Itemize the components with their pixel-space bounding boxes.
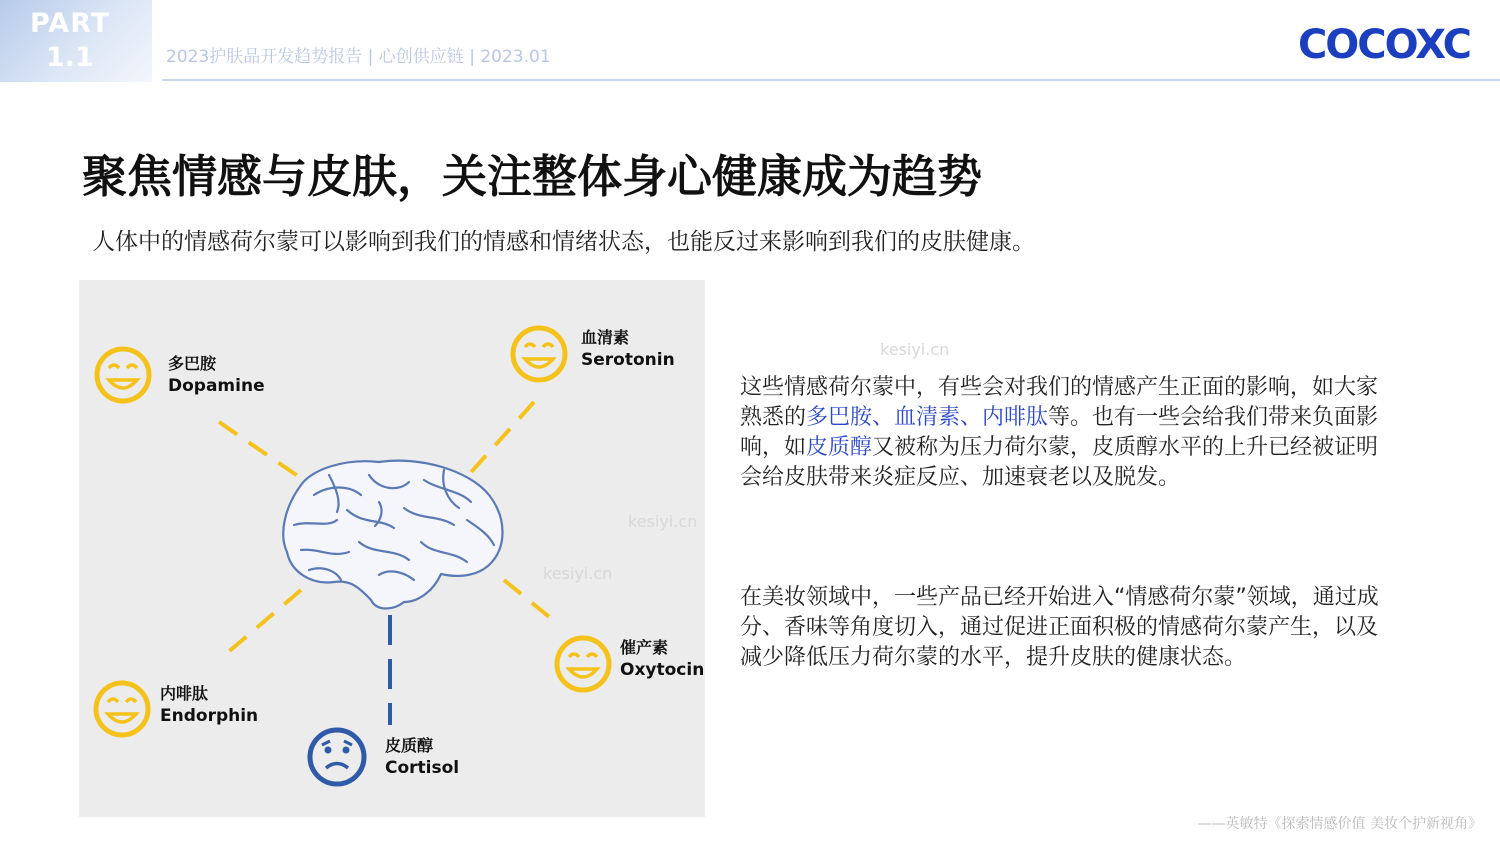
oxytocin-face-icon xyxy=(557,638,609,690)
dopamine-face-icon xyxy=(97,349,149,401)
endorphin-face-icon xyxy=(96,683,148,735)
part-number: 1.1 xyxy=(46,42,94,73)
hormone-label-serotonin: 血清素 Serotonin xyxy=(581,328,675,370)
hormone-label-cortisol: 皮质醇 Cortisol xyxy=(385,736,460,778)
hormone-label-endorphin: 内啡肽 Endorphin xyxy=(160,684,259,726)
paragraph-hormone-effects: 这些情感荷尔蒙中，有些会对我们的情感产生正面的影响，如大家熟悉的多巴胺、血清素、内啡肽等。也有一些会给我们带来负面影响，如皮质醇又被称为压力荷尔蒙，皮质醇水平的上升已经被证明会给皮肤带来炎症反应、加速衰老以及脱发。 xyxy=(740,375,1379,490)
serotonin-face-icon xyxy=(513,328,565,380)
brand-logo: COCOXC xyxy=(1297,22,1470,68)
line-serotonin xyxy=(464,402,534,480)
hormone-label-dopamine: 多巴胺 Dopamine xyxy=(168,354,265,396)
watermark: kesiyi.cn xyxy=(628,512,698,531)
watermark: kesiyi.cn xyxy=(543,564,613,583)
page-title: 聚焦情感与皮肤，关注整体身心健康成为趋势 xyxy=(82,150,983,203)
hormone-label-oxytocin: 催产素 Oxytocin xyxy=(620,638,705,680)
highlight-cortisol: 皮质醇 xyxy=(806,435,873,460)
header-divider xyxy=(162,79,1500,81)
part-label: PART xyxy=(30,8,111,39)
line-dopamine xyxy=(219,422,311,485)
highlight-positive-hormones: 多巴胺、血清素、内啡肽 xyxy=(806,405,1049,430)
paragraph-beauty-industry: 在美妆领域中，一些产品已经开始进入“情感荷尔蒙”领域，通过成分、香味等角度切入，通过促进正面积极的情感荷尔蒙产生，以及减少降低压力荷尔蒙的水平，提升皮肤的健康状态。 xyxy=(740,585,1379,670)
page-subtitle: 人体中的情感荷尔蒙可以影响到我们的情感和情绪状态，也能反过来影响到我们的皮肤健康。 xyxy=(92,229,1035,255)
report-info: 2023护肤品开发趋势报告 | 心创供应链 | 2023.01 xyxy=(166,47,551,67)
line-endorphin xyxy=(219,590,301,660)
part-badge xyxy=(0,0,152,82)
cortisol-face-icon xyxy=(310,730,364,784)
watermark: kesiyi.cn xyxy=(880,340,950,359)
line-oxytocin xyxy=(504,580,559,625)
brain-icon xyxy=(283,461,502,609)
source-citation: ——英敏特《探索情感价值 美妆个护新视角》 xyxy=(1197,816,1482,832)
hormone-diagram xyxy=(79,280,705,817)
